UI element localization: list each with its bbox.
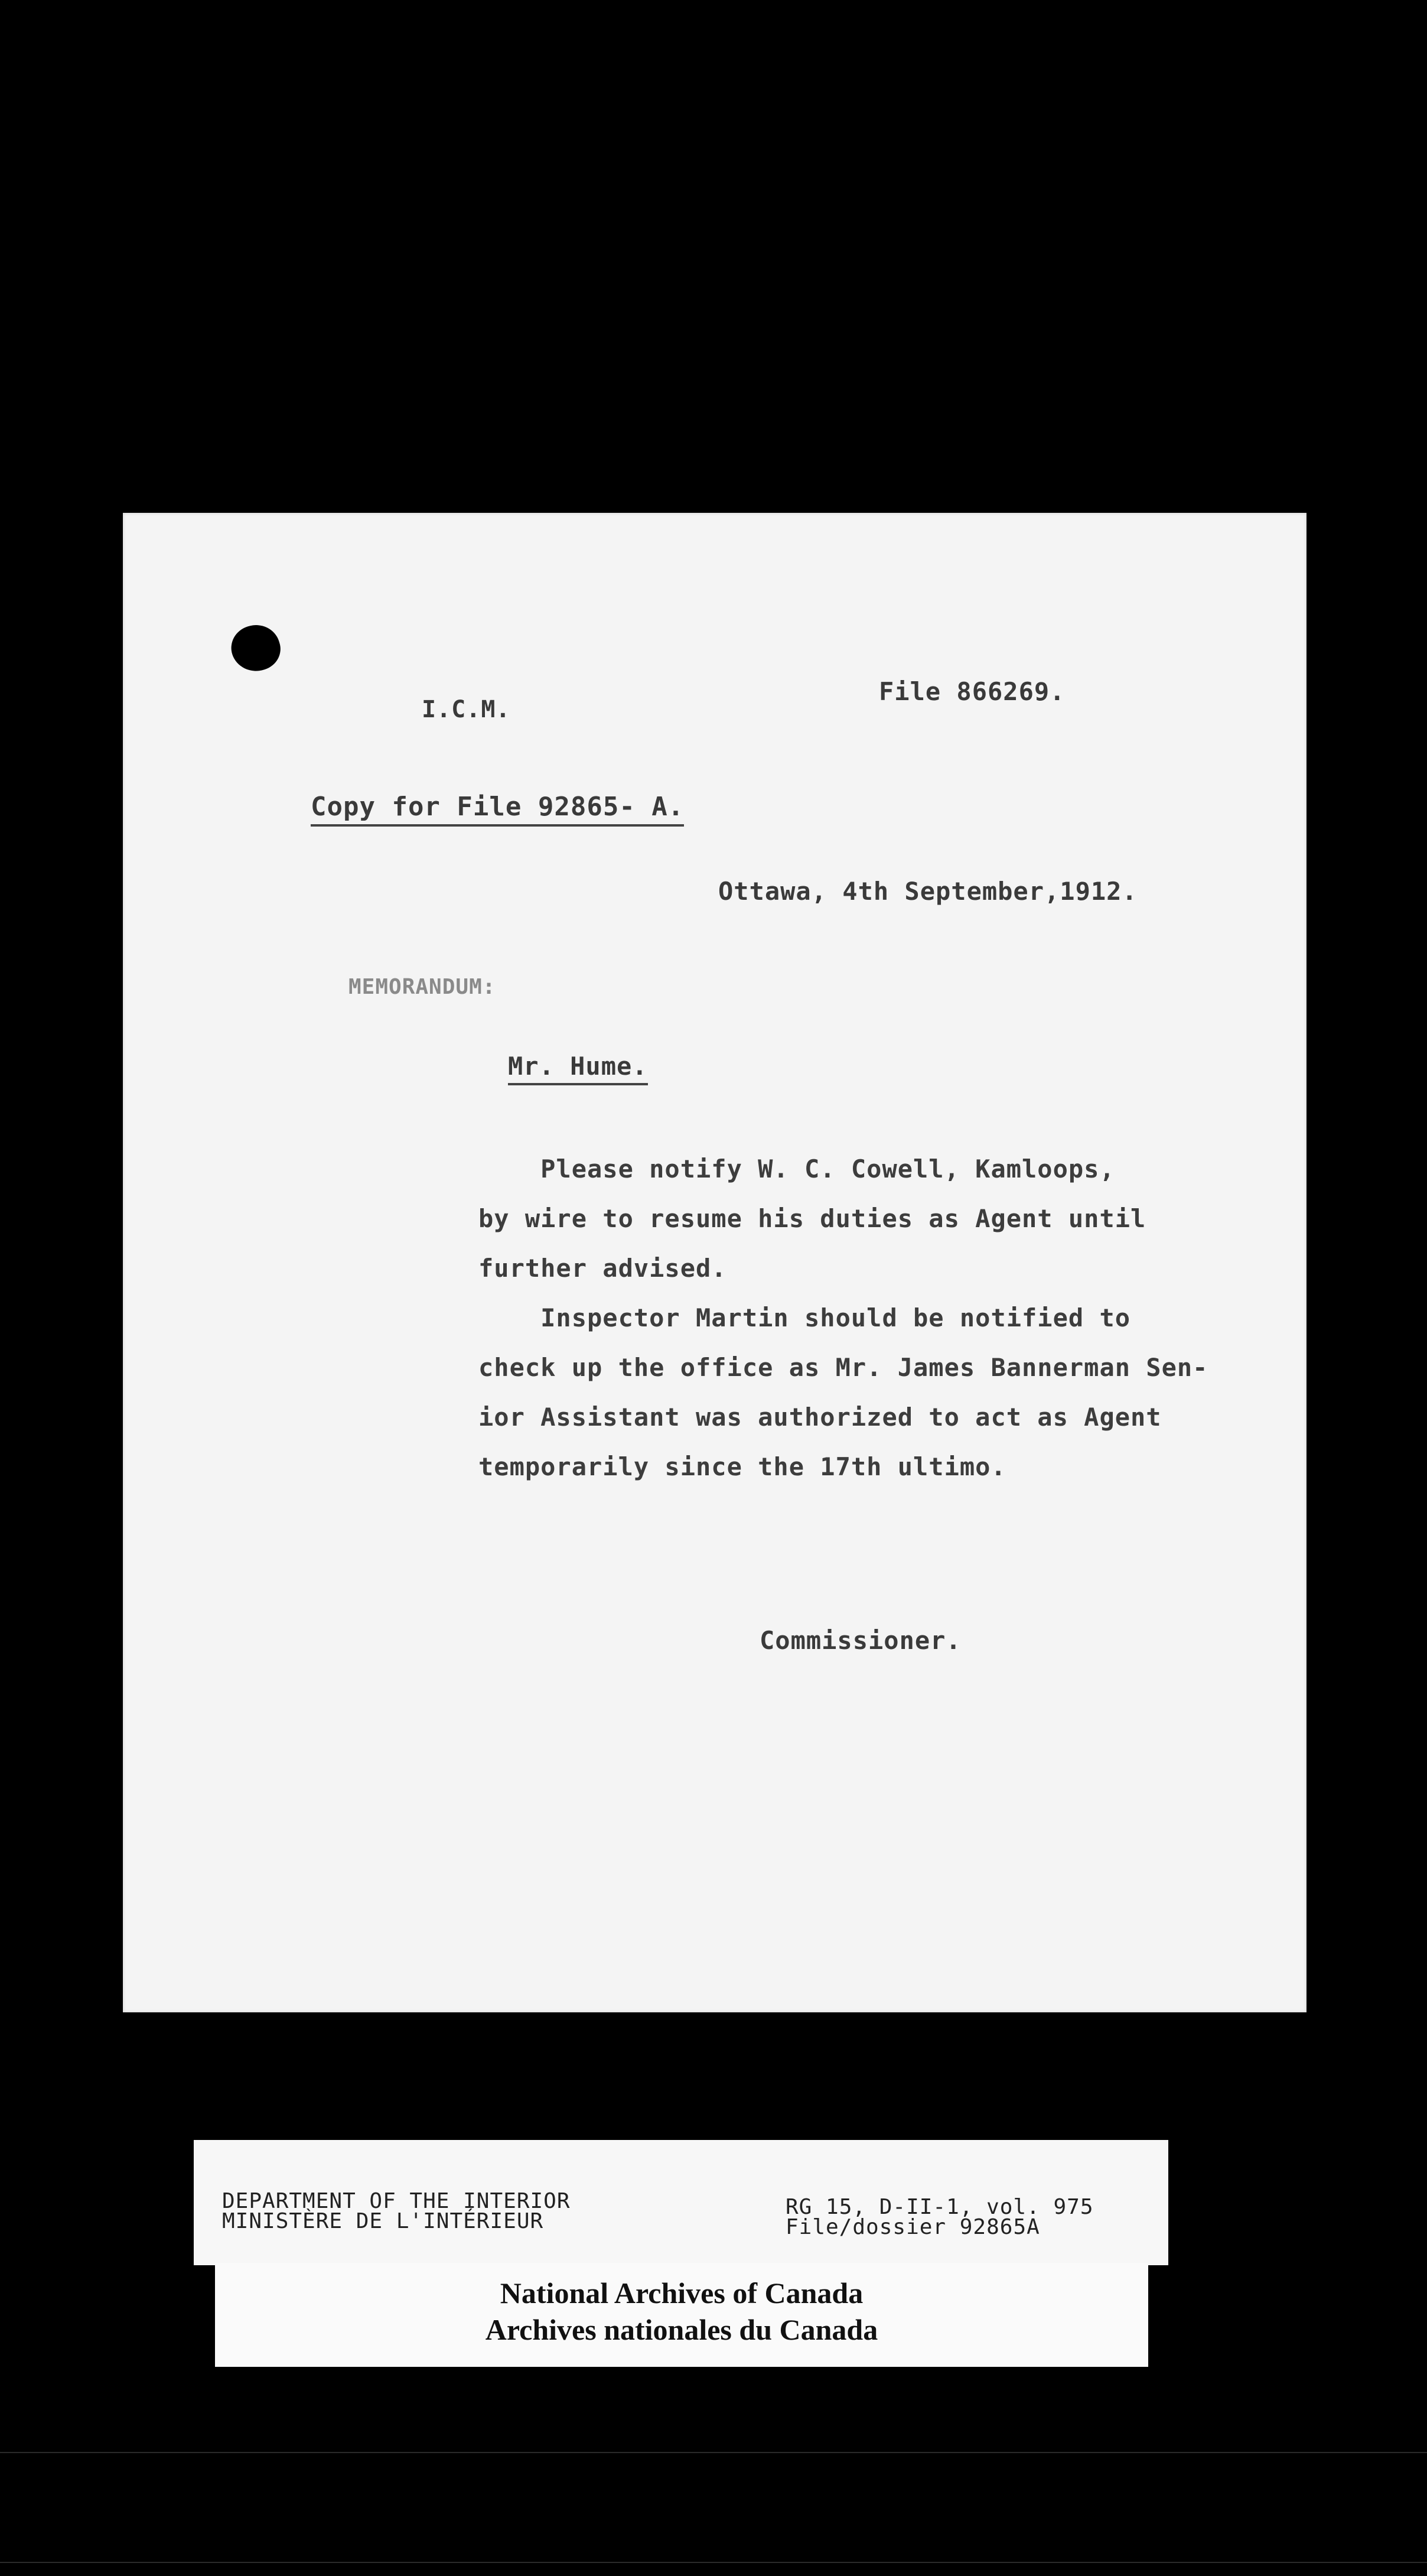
scan-line bbox=[0, 2452, 1427, 2453]
body-line: by wire to resume his duties as Agent until bbox=[478, 1204, 1146, 1233]
file-reference: File 866269. bbox=[879, 677, 1066, 706]
body-line: Inspector Martin should be notified to bbox=[478, 1303, 1131, 1332]
archives-name-label bbox=[215, 2263, 1148, 2367]
archives-name-english: National Archives of Canada bbox=[500, 2276, 864, 2310]
body-line: ior Assistant was authorized to act as Agent bbox=[478, 1403, 1162, 1432]
addressee: Mr. Hume. bbox=[508, 1052, 648, 1085]
copy-for-file: Copy for File 92865- A. bbox=[311, 792, 684, 827]
signature: Commissioner. bbox=[760, 1626, 962, 1655]
archive-reference-label bbox=[194, 2140, 1168, 2265]
body-line: Please notify W. C. Cowell, Kamloops, bbox=[478, 1154, 1115, 1183]
archives-name-french: Archives nationales du Canada bbox=[485, 2313, 878, 2346]
body-line: temporarily since the 17th ultimo. bbox=[478, 1452, 1006, 1481]
record-group-reference: RG 15, D-II-1, vol. 975 bbox=[786, 2195, 1094, 2219]
body-line: check up the office as Mr. James Bannerman Sen- bbox=[478, 1353, 1208, 1382]
memorandum-heading: MEMORANDUM: bbox=[348, 975, 496, 999]
department-english: DEPARTMENT OF THE INTERIOR bbox=[222, 2189, 571, 2213]
department-french: MINISTÈRE DE L'INTÉRIEUR bbox=[222, 2209, 544, 2233]
body-line: further advised. bbox=[478, 1254, 727, 1283]
file-dossier-number: File/dossier 92865A bbox=[786, 2215, 1040, 2239]
initials: I.C.M. bbox=[422, 696, 511, 723]
scan-line bbox=[0, 2562, 1427, 2563]
place-and-date: Ottawa, 4th September,1912. bbox=[718, 877, 1138, 906]
